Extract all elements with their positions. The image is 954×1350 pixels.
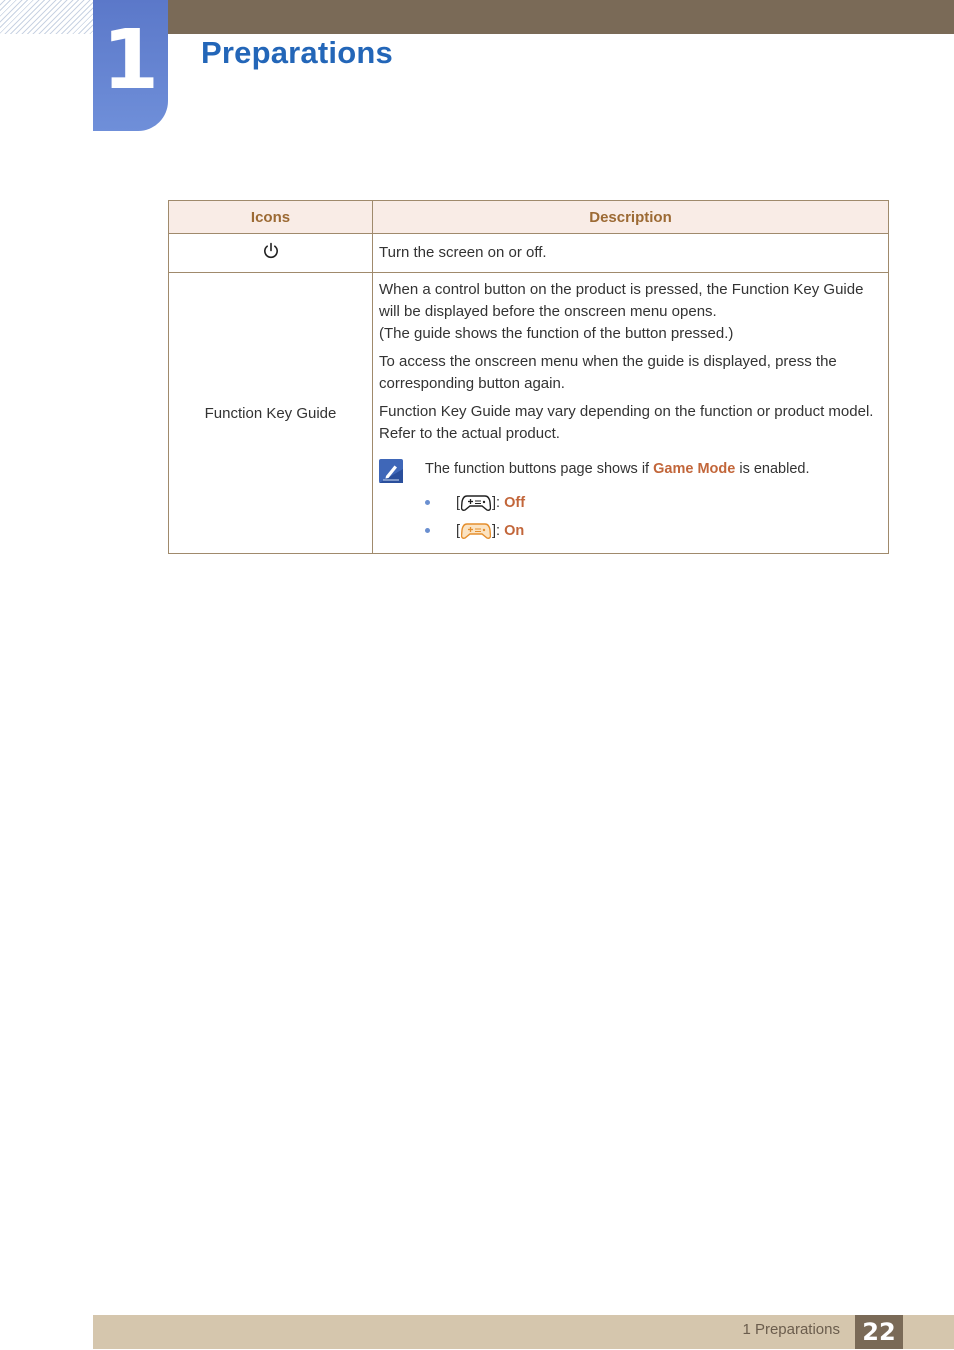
description-paragraph: When a control button on the product is pressed, the Function Key Guide will be displayed before the onscreen menu opens. bbox=[379, 281, 864, 320]
state-off-label: Off bbox=[504, 495, 526, 511]
description-paragraph: (The guide shows the function of the button pressed.) bbox=[379, 325, 734, 342]
table-row-power bbox=[169, 234, 889, 273]
function-key-guide-label: Function Key Guide bbox=[169, 273, 373, 554]
page-title: Preparations bbox=[201, 35, 393, 70]
list-item bbox=[425, 489, 882, 517]
chapter-number-tab: 1 bbox=[93, 0, 168, 131]
list-item bbox=[425, 517, 882, 545]
power-icon bbox=[262, 242, 280, 260]
header-band bbox=[93, 0, 954, 34]
note-text-before: The function buttons page shows if bbox=[425, 461, 654, 477]
note-pencil-icon bbox=[379, 459, 403, 483]
table-row-function-key-guide bbox=[169, 273, 889, 554]
bracket-close: ]: bbox=[492, 495, 501, 511]
power-description: Turn the screen on or off. bbox=[373, 234, 889, 273]
game-mode-highlight: Game Mode bbox=[653, 461, 736, 477]
icons-description-table bbox=[168, 200, 889, 554]
note-text-after: is enabled. bbox=[735, 461, 810, 477]
footer-section-label: 1 Preparations bbox=[742, 1321, 840, 1338]
state-on-label: On bbox=[504, 523, 525, 539]
description-paragraph: To access the onscreen menu when the guide is displayed, press the corresponding button again. bbox=[379, 353, 837, 392]
power-icon-cell bbox=[169, 234, 373, 273]
bullet-icon bbox=[425, 528, 430, 533]
gamepad-on-icon bbox=[461, 522, 491, 540]
table-header-row bbox=[169, 201, 889, 234]
bracket-open: [ bbox=[456, 523, 461, 539]
header-icons: Icons bbox=[169, 201, 373, 234]
description-paragraph: Function Key Guide may vary depending on the function or product model. Refer to the actual product. bbox=[379, 403, 874, 442]
note-box bbox=[379, 459, 882, 483]
gamepad-off-icon bbox=[461, 494, 491, 512]
page-number: 22 bbox=[855, 1315, 903, 1349]
header-hatch-pattern bbox=[0, 0, 93, 34]
bracket-open: [ bbox=[456, 495, 461, 511]
bracket-close: ]: bbox=[492, 523, 501, 539]
header-description: Description bbox=[373, 201, 889, 234]
note-text bbox=[425, 459, 809, 479]
function-key-guide-description bbox=[373, 273, 889, 554]
game-mode-state-list bbox=[425, 489, 882, 545]
bullet-icon bbox=[425, 500, 430, 505]
